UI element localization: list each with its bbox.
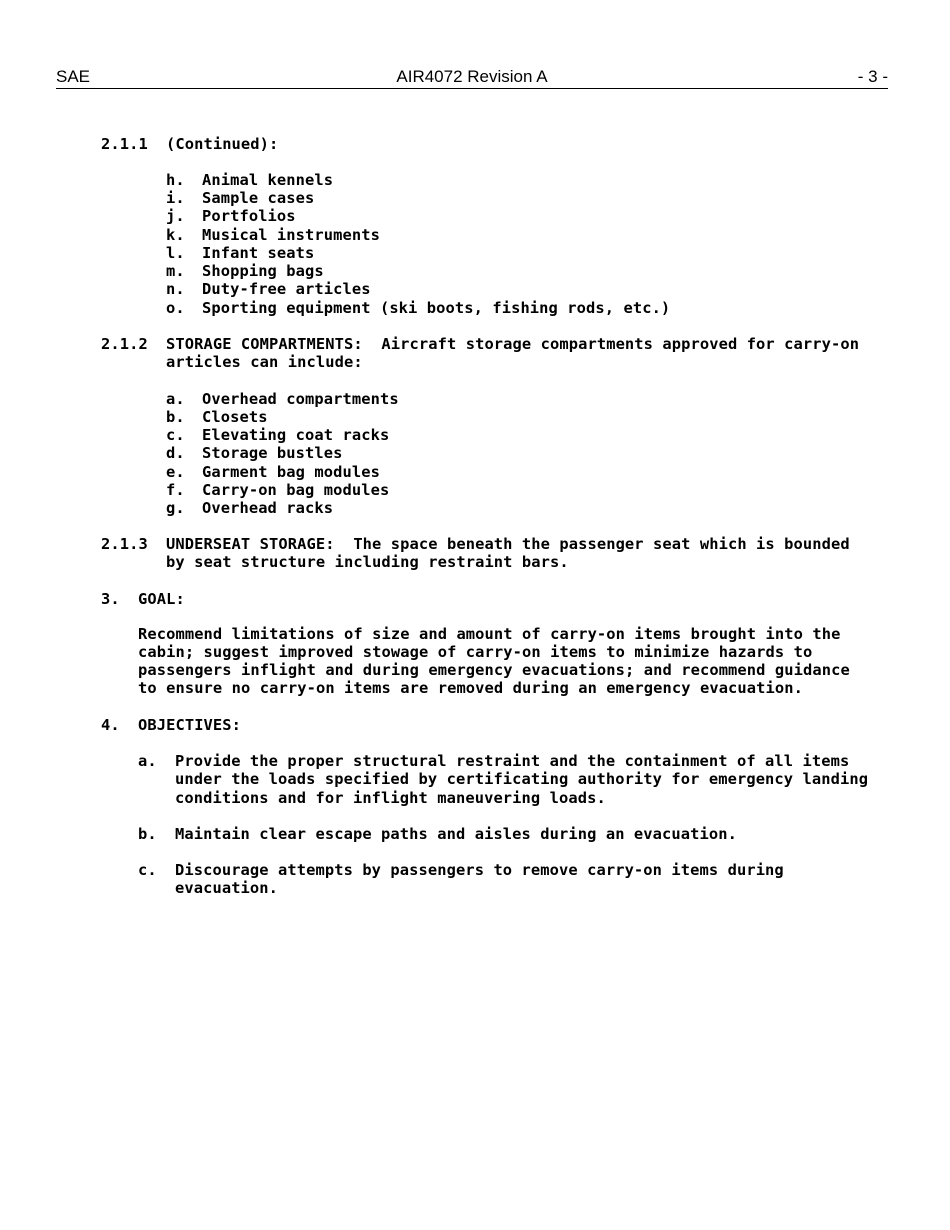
section-text-2-1-3: UNDERSEAT STORAGE: The space beneath the passenger seat which is bounded <box>166 535 850 553</box>
list-letter: o. <box>166 299 185 317</box>
list-item: Sporting equipment (ski boots, fishing rods, etc.) <box>202 299 671 317</box>
list-letter: l. <box>166 244 185 262</box>
list-item: Elevating coat racks <box>202 426 390 444</box>
list-item: Animal kennels <box>202 171 334 189</box>
list-letter: b. <box>166 408 185 426</box>
list-item: Overhead racks <box>202 499 334 517</box>
list-item: Closets <box>202 408 268 426</box>
header-page-number: - 3 - <box>857 67 888 86</box>
list-item: Infant seats <box>202 244 315 262</box>
list-letter: i. <box>166 189 185 207</box>
list-letter: c. <box>166 426 185 444</box>
list-letter: f. <box>166 481 185 499</box>
list-letter: a. <box>166 390 185 408</box>
header-doc-id: AIR4072 Revision A <box>396 67 548 86</box>
page-header <box>56 66 888 89</box>
list-letter: d. <box>166 444 185 462</box>
list-item: Garment bag modules <box>202 463 380 481</box>
list-item: Overhead compartments <box>202 390 399 408</box>
section-number-3: 3. <box>101 590 120 608</box>
list-letter: h. <box>166 171 185 189</box>
section-title-2-1-1: (Continued): <box>166 135 279 153</box>
section-number-2-1-3: 2.1.3 <box>101 535 148 553</box>
list-letter: k. <box>166 226 185 244</box>
list-letter: j. <box>166 207 185 225</box>
goal-paragraph-line: Recommend limitations of size and amount of carry-on items brought into the <box>138 625 841 643</box>
list-item: Musical instruments <box>202 226 380 244</box>
objective-line: evacuation. <box>175 879 279 897</box>
objective-line: under the loads specified by certificating authority for emergency landing <box>175 770 869 788</box>
objective-line: Provide the proper structural restraint and the containment of all items <box>175 752 850 770</box>
objective-line: Discourage attempts by passengers to remove carry-on items during <box>175 861 784 879</box>
list-item: Storage bustles <box>202 444 343 462</box>
goal-paragraph-line: passengers inflight and during emergency evacuations; and recommend guidance <box>138 661 850 679</box>
list-item: Sample cases <box>202 189 315 207</box>
section-number-2-1-2: 2.1.2 <box>101 335 148 353</box>
goal-paragraph-line: cabin; suggest improved stowage of carry-on items to minimize hazards to <box>138 643 813 661</box>
section-text-2-1-3: by seat structure including restraint bars. <box>166 553 569 571</box>
section-text-2-1-2: STORAGE COMPARTMENTS: Aircraft storage compartments approved for carry-on <box>166 335 860 353</box>
section-title-goal: GOAL: <box>138 590 185 608</box>
section-number-2-1-1: 2.1.1 <box>101 135 148 153</box>
goal-paragraph-line: to ensure no carry-on items are removed during an emergency evacuation. <box>138 679 803 697</box>
section-number-4: 4. <box>101 716 120 734</box>
list-item: Carry-on bag modules <box>202 481 390 499</box>
list-letter: n. <box>166 280 185 298</box>
list-letter: e. <box>166 463 185 481</box>
list-letter: m. <box>166 262 185 280</box>
list-letter: c. <box>138 861 157 879</box>
list-letter: g. <box>166 499 185 517</box>
header-org: SAE <box>56 67 91 86</box>
objective-line: conditions and for inflight maneuvering loads. <box>175 789 606 807</box>
list-letter: b. <box>138 825 157 843</box>
section-text-2-1-2: articles can include: <box>166 353 363 371</box>
section-title-objectives: OBJECTIVES: <box>138 716 242 734</box>
list-item: Duty-free articles <box>202 280 371 298</box>
list-item: Shopping bags <box>202 262 324 280</box>
objective-line: Maintain clear escape paths and aisles during an evacuation. <box>175 825 737 843</box>
list-letter: a. <box>138 752 157 770</box>
list-item: Portfolios <box>202 207 296 225</box>
